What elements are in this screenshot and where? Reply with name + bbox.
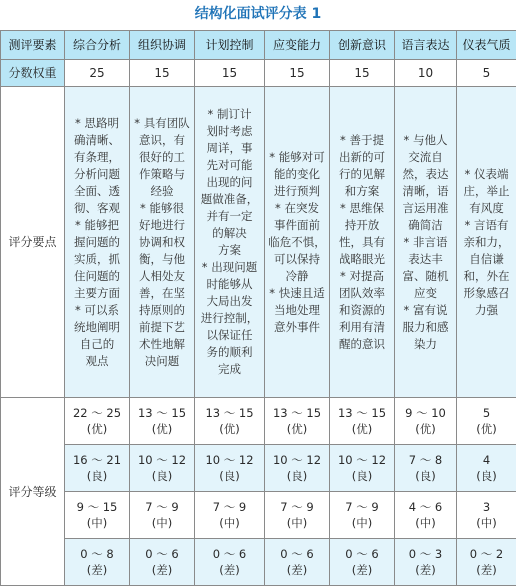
points-cell: * 具有团队 意识，有 很好的工 作策略与 经验 * 能够很 好地进行 协调和权 衡，与他 人相处友 善，在坚 持原则的 前提下艺 术性地解 决问题 [134,115,190,368]
grade-level: (优) [151,422,173,436]
table-title: 结构化面试评分表 1 [194,6,322,22]
grade-row [1,492,516,539]
grade-range: 7 ～ 9 [212,500,247,514]
weight-cell: 15 [265,60,330,87]
grade-level: (中) [151,516,173,530]
grade-cell [65,492,130,539]
grade-cell [457,492,516,539]
points-cell: * 思路明 确清晰、 有条理， 分析问题 全面、透 彻、客观 * 能够把 握问题的 实质，抓 住问题的 主要方面 * 可以系 统地阐明 自己的 观点 [74,115,120,368]
grade-level: (良) [351,469,373,483]
grade-level: (优) [415,422,436,436]
header-cell: 计划控制 [195,31,265,60]
header-cell: 语言表达 [395,31,457,60]
grade-cell [130,445,195,492]
grade-cell [195,398,265,445]
header-cell: 创新意识 [330,31,395,60]
grade-range: 22 ～ 25 [72,406,122,420]
score-table [0,30,516,586]
grade-cell [330,539,395,586]
grade-range: 10 ～ 12 [272,453,322,467]
grade-cell [65,398,130,445]
grade-level: (中) [86,516,108,530]
grade-range: 16 ～ 21 [72,453,122,467]
grade-cell [330,398,395,445]
grade-range: 9 ～ 15 [76,500,118,514]
grade-cell [330,492,395,539]
grade-level: (优) [219,422,240,436]
weight-cell: 10 [395,60,457,87]
grade-cell [65,445,130,492]
grade-level: (中) [286,516,308,530]
grade-cell [395,445,457,492]
grade-level: (良) [86,469,108,483]
grade-cell [65,539,130,586]
grade-level: (中) [415,516,436,530]
weight-cell: 15 [195,60,265,87]
grade-cell [395,539,457,586]
grade-cell [130,398,195,445]
grade-range: 10 ～ 12 [205,453,254,467]
grade-range: 7 ～ 9 [145,500,179,514]
grade-level: (良) [219,469,240,483]
grade-cell [395,398,457,445]
grade-cell [195,492,265,539]
grade-level: (差) [219,563,240,577]
grade-range: 10 ～ 12 [337,453,387,467]
grade-row [1,539,516,586]
grade-range: 0 ～ 6 [280,547,314,561]
grade-range: 7 ～ 9 [345,500,379,514]
header-cell: 测评要素 [1,31,65,60]
grade-range: 7 ～ 8 [408,453,443,467]
grade-level: (差) [415,563,436,577]
grade-level: (差) [286,563,308,577]
grade-range: 13 ～ 15 [205,406,254,420]
grade-cell [330,445,395,492]
grade-row-label: 评分等级 [1,398,65,586]
points-row [1,87,516,398]
grade-range: 0 ～ 2 [469,547,504,561]
header-cell: 仪表气质 [457,31,516,60]
grade-range: 13 ～ 15 [272,406,322,420]
grade-level: (中) [476,516,497,530]
grade-cell [130,492,195,539]
grade-range: 3 [482,500,491,514]
grade-cell [457,398,516,445]
grade-row [1,445,516,492]
grade-cell [195,539,265,586]
points-cell: * 制订计 划时考虑 周详，事 先对可能 出现的问 题做准备， 并有一定 的解决 方案 * 出现问题 时能够从 大局出发 进行控制， 以保证任 务的顺利 完成 [200,107,259,376]
grade-range: 4 ～ 6 [408,500,443,514]
grade-level: (良) [286,469,308,483]
weight-cell: 15 [130,60,195,87]
grade-cell [265,398,330,445]
grade-level: (差) [476,563,497,577]
grade-range: 0 ～ 3 [408,547,443,561]
grade-range: 13 ～ 15 [137,406,187,420]
grade-cell [265,539,330,586]
points-cell: * 能够对可 能的变化 进行预判 * 在突发 事件面前 临危不惧， 可以保持 冷静 * 快速且适 当地处理 意外事件 [268,149,326,334]
grade-level: (优) [351,422,373,436]
grade-level: (差) [151,563,173,577]
grade-level: (优) [476,422,497,436]
points-cell: * 仪表端 庄，举止 有风度 * 言语有 亲和力， 自信谦 和，外在 形象感召 力强 [463,166,510,317]
grade-range: 13 ～ 15 [337,406,387,420]
grade-range: 0 ～ 8 [80,547,114,561]
grade-level: (良) [151,469,173,483]
grade-level: (优) [286,422,308,436]
header-cell: 组织协调 [130,31,195,60]
grade-range: 0 ～ 6 [345,547,379,561]
weight-cell: 25 [65,60,130,87]
grade-row [1,398,516,445]
weight-row-label: 分数权重 [1,60,65,87]
header-row [1,31,516,60]
weight-cell: 15 [330,60,395,87]
grade-range: 0 ～ 6 [145,547,179,561]
points-cell: * 善于提 出新的可 行的见解 和方案 * 思维保 持开放 性，具有 战略眼光 * 对提高 团队效率 和资源的 利用有清 醒的意识 [339,132,385,351]
header-cell: 应变能力 [265,31,330,60]
grade-level: (优) [86,422,108,436]
points-cell: * 与他人 交流自 然，表达 清晰，语 言运用准 确简洁 * 非言语 表达丰 富、随机 应变 * 富有说 服力和感 染力 [402,132,449,351]
grade-level: (差) [86,563,108,577]
grade-level: (差) [351,563,373,577]
grade-range: 5 [482,406,491,420]
grade-level: (良) [476,469,497,483]
grade-level: (中) [219,516,240,530]
grade-cell [265,492,330,539]
grade-cell [457,445,516,492]
grade-level: (中) [351,516,373,530]
grade-cell [395,492,457,539]
grade-cell [457,539,516,586]
grade-range: 9 ～ 10 [405,406,446,420]
grade-range: 7 ～ 9 [280,500,314,514]
weight-cell: 5 [457,60,516,87]
grade-level: (良) [415,469,436,483]
grade-range: 10 ～ 12 [137,453,187,467]
grade-range: 0 ～ 6 [212,547,247,561]
weight-row [1,60,516,87]
grade-cell [265,445,330,492]
grade-cell [195,445,265,492]
points-row-label: 评分要点 [1,87,65,398]
header-cell: 综合分析 [65,31,130,60]
grade-range: 4 [482,453,491,467]
grade-cell [130,539,195,586]
